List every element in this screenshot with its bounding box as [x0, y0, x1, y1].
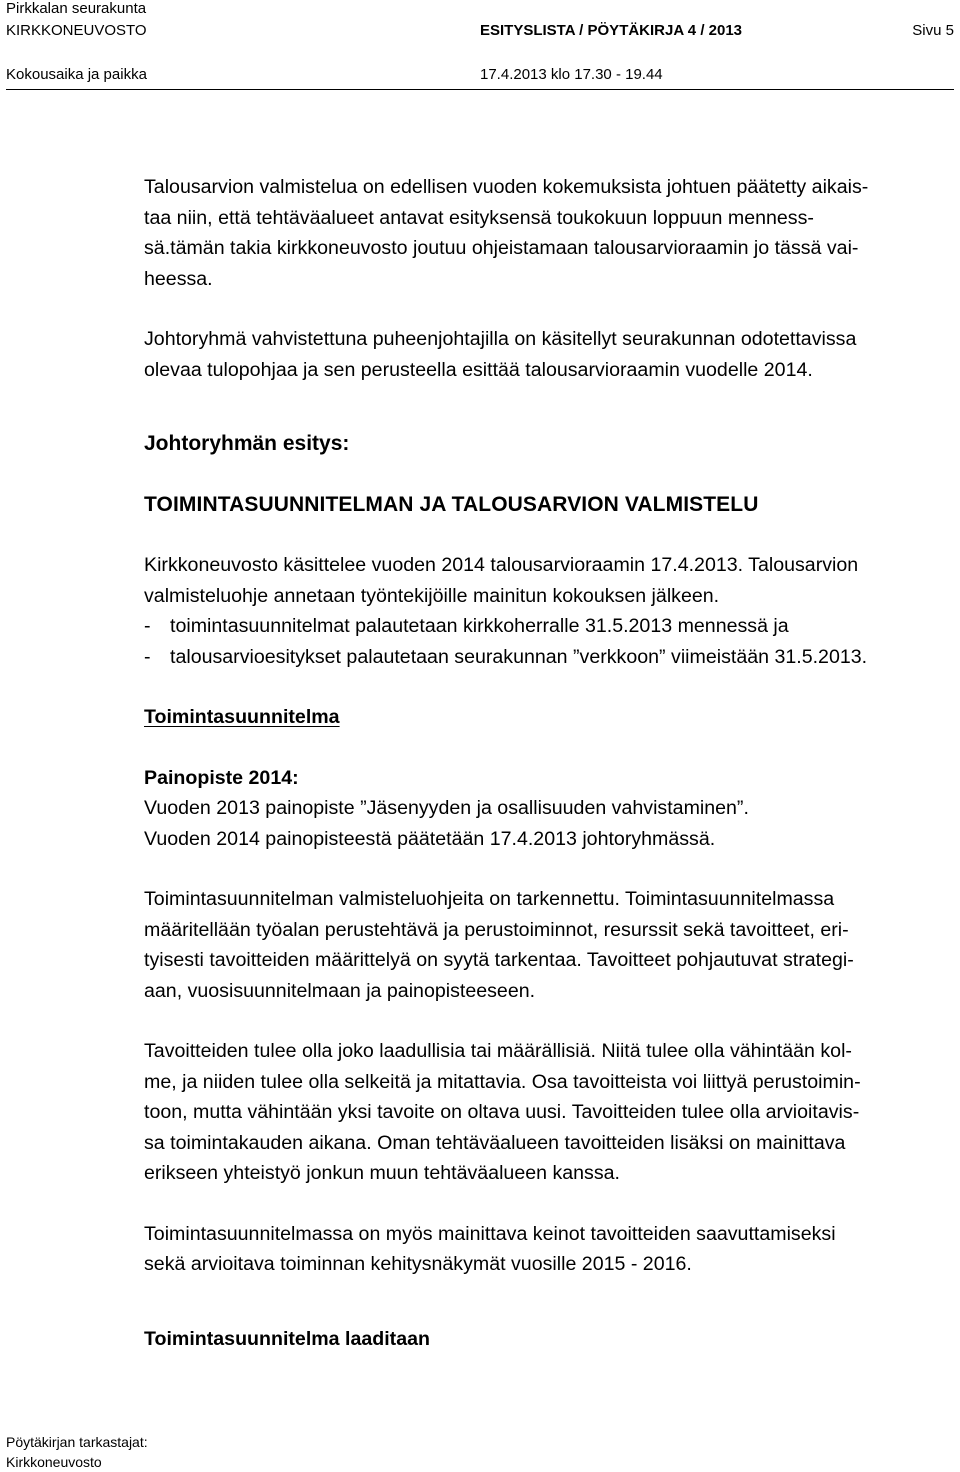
text-line: me, ja niiden tulee olla selkeitä ja mitattavia. Osa tavoitteista voi liittyä perustoimin- — [144, 1070, 861, 1093]
document-body — [144, 172, 944, 1354]
dash-marker: - — [144, 645, 151, 668]
text-line: sä.tämän takia kirkkoneuvosto joutuu ohjeistamaan talousarvioraamin jo tässä vai- — [144, 237, 859, 259]
section-title: Toimintasuunnitelma — [144, 706, 340, 728]
footer-board: Kirkkoneuvosto — [6, 1454, 102, 1470]
text-line: Talousarvion valmistelua on edellisen vuoden kokemuksista johtuen päätetty aikais- — [144, 176, 869, 198]
meeting-time: 17.4.2013 klo 17.30 - 19.44 — [480, 66, 663, 83]
board-name: KIRKKONEUVOSTO — [6, 22, 147, 39]
focus-heading: Painopiste 2014: — [144, 766, 299, 789]
text-line: Johtoryhmä vahvistettuna puheenjohtajilla on käsitellyt seurakunnan odotettavissa — [144, 328, 857, 350]
focus-block — [144, 763, 944, 855]
text-line: olevaa tulopohjaa ja sen perusteella esittää talousarvioraamin vuodelle 2014. — [144, 358, 813, 381]
paragraph-budget-preparation — [144, 172, 944, 294]
text-line: sekä arvioitava toiminnan kehitysnäkymät vuosille 2015 - 2016. — [144, 1253, 692, 1275]
text-line: Tavoitteiden tulee olla joko laadullisia tai määrällisiä. Niitä tulee olla vähintään kol- — [144, 1040, 852, 1062]
text-line: aan, vuosisuunnitelmaan ja painopisteeseen. — [144, 979, 536, 1002]
text-line: Vuoden 2013 painopiste ”Jäsenyyden ja osallisuuden vahvistaminen”. — [144, 797, 749, 819]
paragraph-board-handles — [144, 550, 944, 672]
paragraph-goals — [144, 1036, 944, 1189]
text-line: Kirkkoneuvosto käsittelee vuoden 2014 talousarvioraamin 17.4.2013. Talousarvion — [144, 554, 859, 576]
page-number: Sivu 5 — [912, 22, 954, 39]
text-line: valmisteluohje annetaan työntekijöille mainitun kokouksen jälkeen. — [144, 584, 720, 607]
dash-item-text: toimintasuunnitelmat palautetaan kirkkoherralle 31.5.2013 mennessä ja — [170, 615, 789, 637]
proposal-heading: Johtoryhmän esitys: — [144, 432, 350, 455]
meeting-time-label: Kokousaika ja paikka — [6, 66, 147, 83]
page-header — [6, 0, 954, 92]
text-line: tyisesti tavoitteiden määrittelyä on syytä tarkentaa. Tavoitteet pohjautuvat strategi- — [144, 949, 854, 971]
paragraph-means — [144, 1219, 944, 1280]
reviewers-label: Pöytäkirjan tarkastajat: — [6, 1434, 148, 1450]
text-line: toon, mutta vähintään yksi tavoite on oltava uusi. Tavoitteiden tulee olla arvioitavis- — [144, 1101, 860, 1123]
final-heading: Toimintasuunnitelma laaditaan — [144, 1327, 430, 1350]
document-type: ESITYSLISTA / PÖYTÄKIRJA 4 / 2013 — [480, 22, 743, 39]
text-line: Toimintasuunnitelman valmisteluohjeita on tarkennettu. Toimintasuunnitelmassa — [144, 888, 835, 910]
text-line: sa toimintakauden aikana. Oman tehtäväalueen tavoitteiden lisäksi on mainittava — [144, 1131, 846, 1154]
paragraph-management-group — [144, 324, 944, 385]
dash-list-item — [144, 611, 944, 642]
text-line: erikseen yhteistyö jonkun muun tehtäväalueen kanssa. — [144, 1162, 620, 1184]
text-line: Toimintasuunnitelmassa on myös mainittava keinot tavoitteiden saavuttamiseksi — [144, 1222, 836, 1245]
text-line: Vuoden 2014 painopisteestä päätetään 17.4.2013 johtoryhmässä. — [144, 827, 716, 850]
main-heading: TOIMINTASUUNNITELMAN JA TALOUSARVION VALMISTELU — [144, 492, 759, 516]
page-footer — [6, 1432, 148, 1472]
dash-marker: - — [144, 615, 151, 637]
text-line: määritellään työalan perustehtävä ja perustoiminnot, resurssit sekä tavoitteet, eri- — [144, 918, 849, 941]
dash-list-item — [144, 642, 944, 673]
header-divider — [6, 89, 954, 90]
text-line: taa niin, että tehtäväalueet antavat esityksensä toukokuun loppuun menness- — [144, 206, 814, 229]
paragraph-plan-instructions — [144, 884, 944, 1006]
organization-name: Pirkkalan seurakunta — [6, 0, 147, 17]
dash-item-text: talousarvioesitykset palautetaan seurakunnan ”verkkoon” viimeistään 31.5.2013. — [170, 645, 868, 668]
text-line: heessa. — [144, 267, 213, 290]
